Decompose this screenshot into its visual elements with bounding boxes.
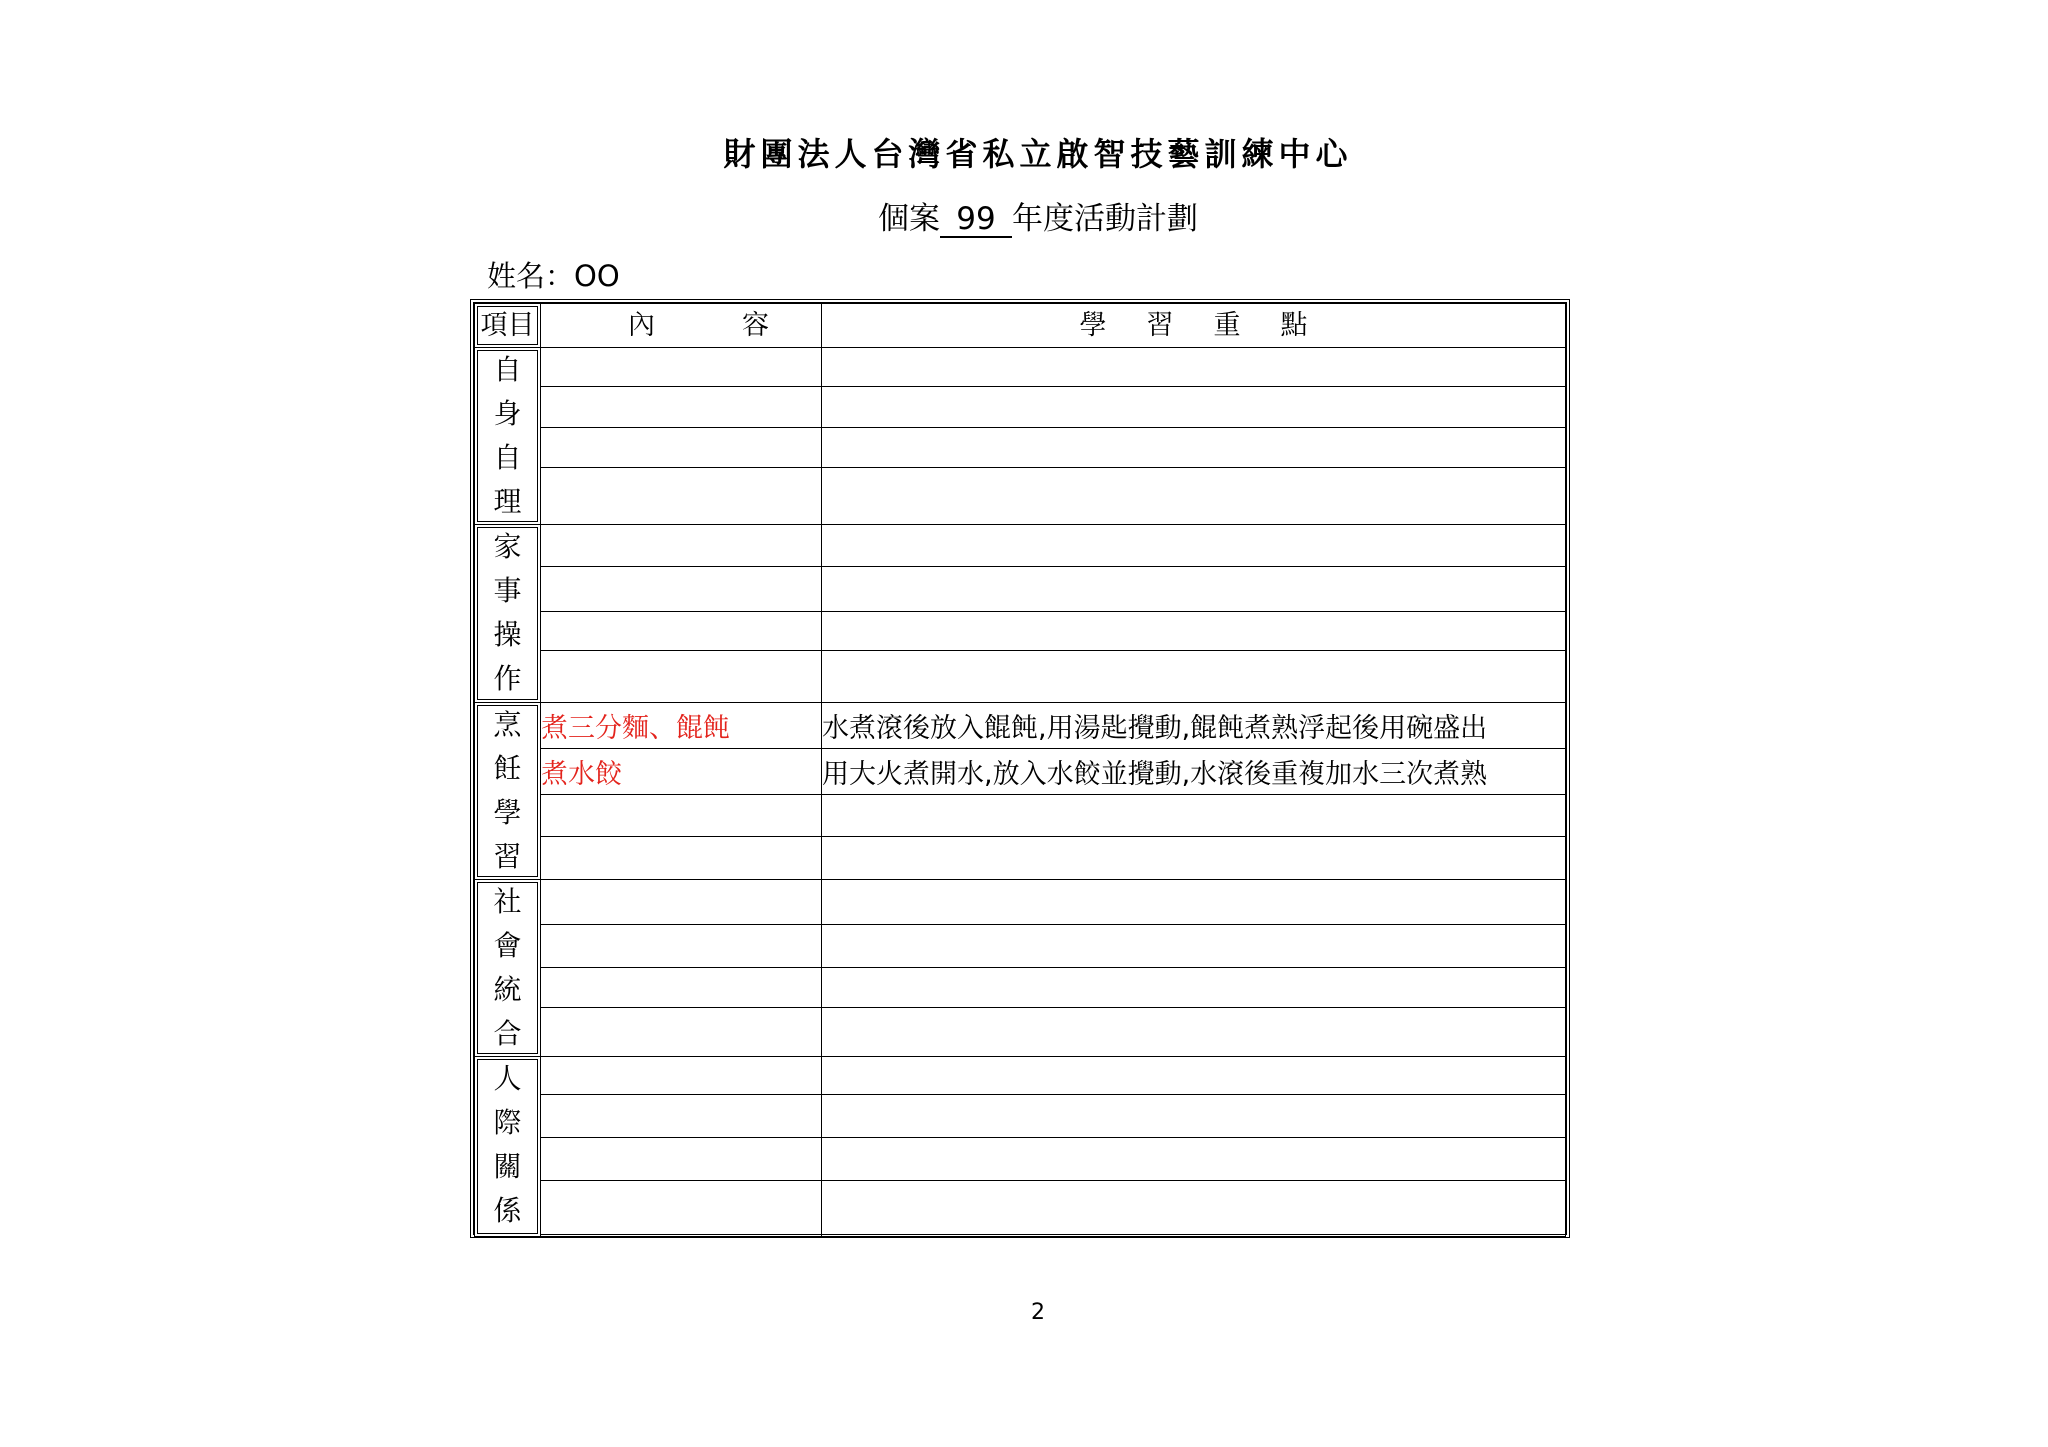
learning-focus-cell (822, 1181, 1566, 1237)
table-row (475, 1008, 1566, 1057)
learning-focus-cell: 用大火煮開水,放入水餃並攪動,水滾後重複加水三次煮熟 (822, 749, 1566, 794)
category-cell-cooking (475, 703, 541, 880)
category-cell-housework (475, 525, 541, 703)
content-cell (541, 1181, 822, 1237)
learning-focus-cell (822, 925, 1566, 968)
table-row (475, 1057, 1566, 1095)
table-row (475, 794, 1566, 836)
category-label: 自身自理 (493, 353, 522, 518)
learning-focus-cell (822, 968, 1566, 1008)
learning-focus-cell (822, 387, 1566, 428)
table-row (475, 1095, 1566, 1138)
learning-focus-cell (822, 1008, 1566, 1057)
table-row (475, 612, 1566, 651)
column-header-content (541, 304, 856, 348)
learning-focus-cell (822, 1095, 1566, 1138)
student-name (487, 259, 620, 293)
learning-focus-cell (822, 836, 1566, 879)
table-row (475, 348, 1566, 387)
table-row (475, 467, 1566, 524)
learning-focus-cell (822, 428, 1566, 467)
content-cell (541, 467, 822, 524)
content-cell (541, 651, 822, 703)
page-number: 2 (1031, 1300, 1045, 1325)
learning-focus-cell: 水煮滾後放入餛飩,用湯匙攪動,餛飩煮熟浮起後用碗盛出 (822, 703, 1566, 749)
table-row (475, 567, 1566, 612)
content-cell (541, 968, 822, 1008)
category-label: 烹飪學習 (493, 708, 522, 873)
content-cell (541, 387, 822, 428)
column-header-learning-focus (822, 304, 1566, 348)
table-row (475, 703, 1566, 749)
table-row (475, 651, 1566, 703)
category-cell-self-care (475, 348, 541, 525)
table-header-row (475, 304, 1566, 348)
learning-focus-cell (822, 567, 1566, 612)
table-row (475, 925, 1566, 968)
table-row (475, 428, 1566, 467)
category-cell-social-integration (475, 880, 541, 1057)
table-row (475, 525, 1566, 567)
category-label: 人際關係 (493, 1062, 522, 1227)
content-cell (541, 1095, 822, 1138)
subtitle-year: 99 (940, 203, 1012, 238)
table-row (475, 1138, 1566, 1181)
category-label: 社會統合 (493, 885, 522, 1050)
table-row (475, 880, 1566, 925)
learning-focus-cell (822, 612, 1566, 651)
table-row (475, 968, 1566, 1008)
subtitle-prefix: 個案 (878, 201, 940, 237)
learning-focus-cell (822, 467, 1566, 524)
content-cell (541, 925, 822, 968)
subtitle-suffix: 年度活動計劃 (1012, 201, 1198, 237)
content-cell (541, 525, 822, 567)
learning-focus-cell (822, 794, 1566, 836)
content-cell (541, 794, 822, 836)
content-cell (541, 836, 822, 879)
content-cell: 煮水餃 (541, 749, 822, 794)
activity-plan-table (470, 299, 1570, 1238)
category-cell-interpersonal (475, 1057, 541, 1237)
column-header-learning-focus-label: 學習重點 (1079, 310, 1348, 341)
learning-focus-cell (822, 651, 1566, 703)
column-header-content-label: 內容 (628, 310, 856, 341)
column-header-item: 項目 (475, 304, 541, 348)
content-cell (541, 567, 822, 612)
table-row (475, 749, 1566, 794)
learning-focus-cell (822, 348, 1566, 387)
table-row (475, 836, 1566, 879)
learning-focus-cell (822, 525, 1566, 567)
student-name-label: 姓名： (487, 259, 575, 293)
table-row (475, 387, 1566, 428)
document-title: 財團法人台灣省私立啟智技藝訓練中心 (723, 135, 1353, 173)
content-cell: 煮三分麵、餛飩 (541, 703, 822, 749)
content-cell (541, 1008, 822, 1057)
content-cell (541, 348, 822, 387)
document-subtitle (878, 203, 1198, 238)
content-cell (541, 880, 822, 925)
content-cell (541, 1057, 822, 1095)
learning-focus-cell (822, 1138, 1566, 1181)
student-name-value: OO (574, 259, 620, 293)
content-cell (541, 612, 822, 651)
table-row (475, 1181, 1566, 1237)
content-cell (541, 428, 822, 467)
content-cell (541, 1138, 822, 1181)
learning-focus-cell (822, 880, 1566, 925)
category-label: 家事操作 (493, 530, 522, 695)
learning-focus-cell (822, 1057, 1566, 1095)
